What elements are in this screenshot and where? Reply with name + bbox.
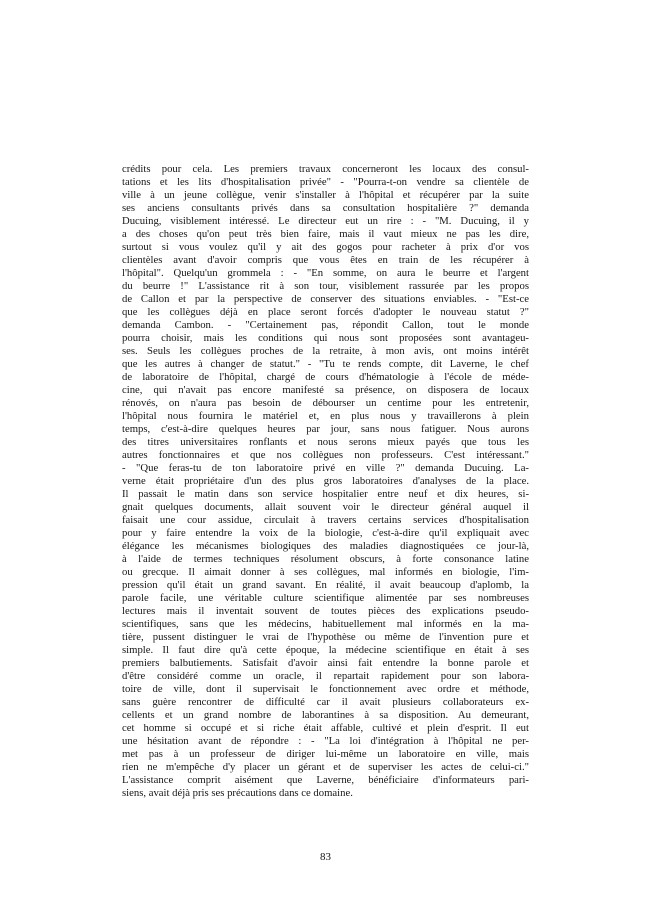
- text-line: crédits pour cela. Les premiers travaux concerneront les locaux des consul-: [122, 163, 529, 175]
- text-line: ses. Seuls les collègues proches de la retraite, à mon avis, ont moins intérêt: [122, 345, 529, 357]
- text-line: ville à un jeune collègue, venir s'installer à l'hôpital et récupérer par la suite: [122, 189, 529, 201]
- text-line: siens, avait déjà pris ses précautions dans ce domaine.: [122, 787, 353, 799]
- text-line: sans guère rencontrer de difficulté car il avait plusieurs collaborateurs ex-: [122, 696, 529, 708]
- text-line: met pas à un professeur de diriger lui-même un laboratoire en ville, mais: [122, 748, 529, 760]
- page-text: [122, 163, 529, 800]
- text-line: scientifiques, sans que les médecins, habituellement mal informés en la ma-: [122, 618, 529, 630]
- text-line: clientèles avant d'avoir compris que vous êtes en train de les récupérer à: [122, 254, 529, 266]
- text-line: faisait une cour assidue, circulait à travers certains services d'hospitalisation: [122, 514, 529, 526]
- text-line: temps, c'est-à-dire quelques heures par jour, sans nous fatiguer. Nous aurons: [122, 423, 529, 435]
- text-line: une hésitation avant de répondre : - "La loi d'intégration à l'hôpital ne per-: [122, 735, 529, 747]
- text-line: ses anciens consultants privés dans sa consultation hospitalière ?" demanda: [122, 202, 529, 214]
- text-line: verne était propriétaire d'un des plus gros laboratoires d'analyses de la place.: [122, 475, 529, 487]
- text-line: l'hôpital". Quelqu'un grommela : - "En somme, on aura le beurre et l'argent: [122, 267, 529, 279]
- text-line: autres fonctionnaires et que nos collègues non professeurs. C'est intéressant.": [122, 449, 529, 461]
- text-line: tière, pussent distinguer le vrai de l'hypothèse ou même de l'invention pure et: [122, 631, 529, 643]
- text-line: à l'aide de termes techniques résolument obscurs, à forte consonance latine: [122, 553, 529, 565]
- text-line: surtout si vous voulez qu'il y ait des gogos pour racheter à prix d'or vos: [122, 241, 529, 253]
- text-line: élégance les mécanismes biologiques des maladies diagnostiquées ce jour-là,: [122, 540, 529, 552]
- text-line: tations et les lits d'hospitalisation privée" - "Pourra-t-on vendre sa clientèle de: [122, 176, 529, 188]
- text-line: pourra choisir, mais les conditions qui nous sont proposées sont avantageu-: [122, 332, 529, 344]
- text-line: cellents et un grand nombre de laborantines à sa disposition. Au demeurant,: [122, 709, 529, 721]
- text-line: toire de ville, dont il supervisait le fonctionnement avec ordre et méthode,: [122, 683, 529, 695]
- text-line: L'assistance comprit aisément que Laverne, bénéficiaire d'informateurs pari-: [122, 774, 529, 786]
- text-line: que les autres à changer de statut." - "Tu te rends compte, dit Laverne, le chef: [122, 358, 529, 370]
- text-line: rien ne m'empêche d'y placer un gérant et de superviser les actes de celui-ci.": [122, 761, 529, 773]
- text-line: premiers balbutiements. Satisfait d'avoir ainsi fait entendre la bonne parole et: [122, 657, 529, 669]
- page-number: 83: [320, 851, 331, 863]
- text-line: Il passait le matin dans son service hospitalier entre neuf et dix heures, si-: [122, 488, 529, 500]
- text-line: pression qu'il était un grand savant. En réalité, il avait beaucoup d'aplomb, la: [122, 579, 529, 591]
- text-line: rénovés, on n'aura pas besoin de débourser un centime pour les entretenir,: [122, 397, 529, 409]
- text-line: Ducuing, visiblement intéressé. Le directeur eut un rire : - "M. Ducuing, il y: [122, 215, 529, 227]
- text-line: de laboratoire de l'hôpital, chargé de cours d'hématologie à l'école de méde-: [122, 371, 529, 383]
- text-line: gnait quelques documents, allait souvent voir le directeur général auquel il: [122, 501, 529, 513]
- text-line: pour y faire entendre la voix de la biologie, c'est-à-dire qu'il expliquait avec: [122, 527, 529, 539]
- text-line: ou grecque. Il aimait donner à ses collègues, mal informés en biologie, l'im-: [122, 566, 529, 578]
- text-line: que les collègues déjà en place seront forcés d'adopter le nouveau statut ?": [122, 306, 529, 318]
- text-line: cet homme si occupé et si riche était affable, cultivé et plein d'esprit. Il eut: [122, 722, 529, 734]
- text-line: lectures mais il inventait souvent de toutes pièces des explications pseudo-: [122, 605, 529, 617]
- text-line: d'être considéré comme un oracle, il repartait rapidement pour son labora-: [122, 670, 529, 682]
- text-line: de Callon et par la perspective de conserver des situations enviables. - "Est-ce: [122, 293, 529, 305]
- text-line: demanda Cambon. - "Certainement pas, répondit Callon, tout le monde: [122, 319, 529, 331]
- text-line: du beurre !" L'assistance rit à son tour, visiblement rassurée par les propos: [122, 280, 529, 292]
- text-line: a des choses qu'on peut très bien faire, mais il vaut mieux ne pas les dire,: [122, 228, 529, 240]
- text-line: cine, qui n'avait pas encore manifesté sa présence, on disposera de locaux: [122, 384, 529, 396]
- text-line: - "Que feras-tu de ton laboratoire privé en ville ?" demanda Ducuing. La-: [122, 462, 529, 474]
- text-line: simple. Il faut dire qu'à cette époque, la médecine scientifique en était à ses: [122, 644, 529, 656]
- text-line: l'hôpital nous fournira le matériel et, en plus nous y travaillerons à plein: [122, 410, 529, 422]
- text-line: parole facile, une véritable culture scientifique alimentée par ses nombreuses: [122, 592, 529, 604]
- text-line: des titres universitaires ronflants et nous serons mieux payés que tous les: [122, 436, 529, 448]
